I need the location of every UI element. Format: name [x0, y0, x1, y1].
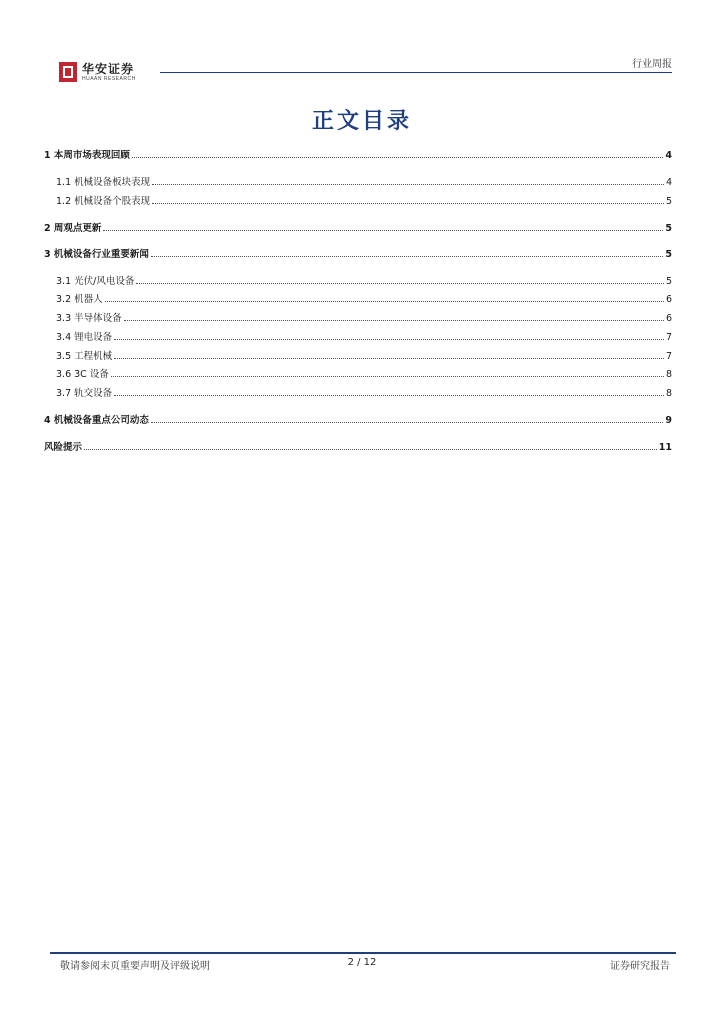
toc-entry-page: 5	[665, 223, 672, 234]
footer-disclaimer: 敬请参阅末页重要声明及评级说明	[60, 961, 210, 972]
toc-entry-label: 3.5 工程机械	[56, 351, 113, 362]
toc-leader	[124, 320, 664, 321]
toc-entry[interactable]	[56, 366, 672, 380]
toc-leader	[132, 157, 663, 158]
toc-entry[interactable]	[56, 385, 672, 399]
toc-entry-page: 5	[665, 276, 672, 287]
toc-entry-page: 6	[665, 313, 672, 324]
toc-entry-label: 3.3 半导体设备	[56, 313, 122, 324]
toc-entry-label: 2 周观点更新	[44, 223, 102, 234]
toc-entry-label: 1.2 机械设备个股表现	[56, 196, 151, 207]
toc-entry-label: 3.4 锂电设备	[56, 332, 113, 343]
toc-entry[interactable]	[56, 329, 672, 343]
toc-entry-label: 3.2 机器人	[56, 294, 103, 305]
toc-leader	[114, 395, 664, 396]
toc-entry-label: 3.1 光伏/风电设备	[56, 276, 135, 287]
toc-leader	[103, 230, 663, 231]
toc-entry-label: 3.7 轨交设备	[56, 388, 113, 399]
toc-entry-page: 6	[665, 294, 672, 305]
toc-entry-page: 8	[665, 388, 672, 399]
toc-entry[interactable]	[44, 439, 672, 453]
toc-leader	[114, 358, 664, 359]
toc-entry-page: 7	[665, 332, 672, 343]
toc-leader	[114, 339, 664, 340]
toc-entry-page: 8	[665, 369, 672, 380]
toc-entry-label: 3 机械设备行业重要新闻	[44, 249, 149, 260]
toc-leader	[136, 283, 664, 284]
toc-entry[interactable]	[56, 174, 672, 188]
header-divider	[160, 72, 672, 73]
logo-name-cn: 华安证券	[82, 61, 135, 76]
toc-entry-page: 4	[665, 150, 672, 161]
toc-entry-label: 3.6 3C 设备	[56, 369, 109, 380]
footer-divider	[50, 952, 676, 954]
logo-name-en: HUAAN RESEARCH	[82, 75, 136, 82]
toc-entry-page: 9	[665, 415, 672, 426]
toc-entry[interactable]	[56, 348, 672, 362]
page-indicator: 2 / 12	[347, 957, 377, 968]
toc-leader	[111, 376, 664, 377]
toc-entry[interactable]	[56, 193, 672, 207]
toc-entry-label: 1 本周市场表现回顾	[44, 150, 130, 161]
toc-entry-page: 11	[658, 442, 672, 453]
toc-leader	[84, 449, 657, 450]
toc-entry[interactable]	[56, 291, 672, 305]
toc-leader	[151, 422, 663, 423]
logo-seal-icon	[59, 62, 77, 82]
toc-entry[interactable]	[56, 310, 672, 324]
toc-entry-page: 5	[665, 249, 672, 260]
company-logo	[59, 60, 136, 84]
toc-entry[interactable]	[44, 246, 672, 260]
toc-leader	[152, 203, 664, 204]
toc-leader	[152, 184, 664, 185]
toc-leader	[105, 301, 664, 302]
toc-entry-label: 4 机械设备重点公司动态	[44, 415, 149, 426]
toc-entry-label: 风险提示	[44, 442, 83, 453]
toc-entry-label: 1.1 机械设备板块表现	[56, 177, 151, 188]
toc-entry[interactable]	[44, 220, 672, 234]
footer-doc-type: 证券研究报告	[610, 961, 670, 972]
page-title: 正文目录	[311, 108, 412, 134]
toc-entry[interactable]	[56, 273, 672, 287]
toc-entry[interactable]	[44, 412, 672, 426]
report-type-tag: 行业周报	[632, 59, 672, 70]
toc-leader	[151, 256, 663, 257]
toc-entry-page: 7	[665, 351, 672, 362]
toc-entry[interactable]	[44, 147, 672, 161]
toc-entry-page: 4	[665, 177, 672, 188]
toc-entry-page: 5	[665, 196, 672, 207]
